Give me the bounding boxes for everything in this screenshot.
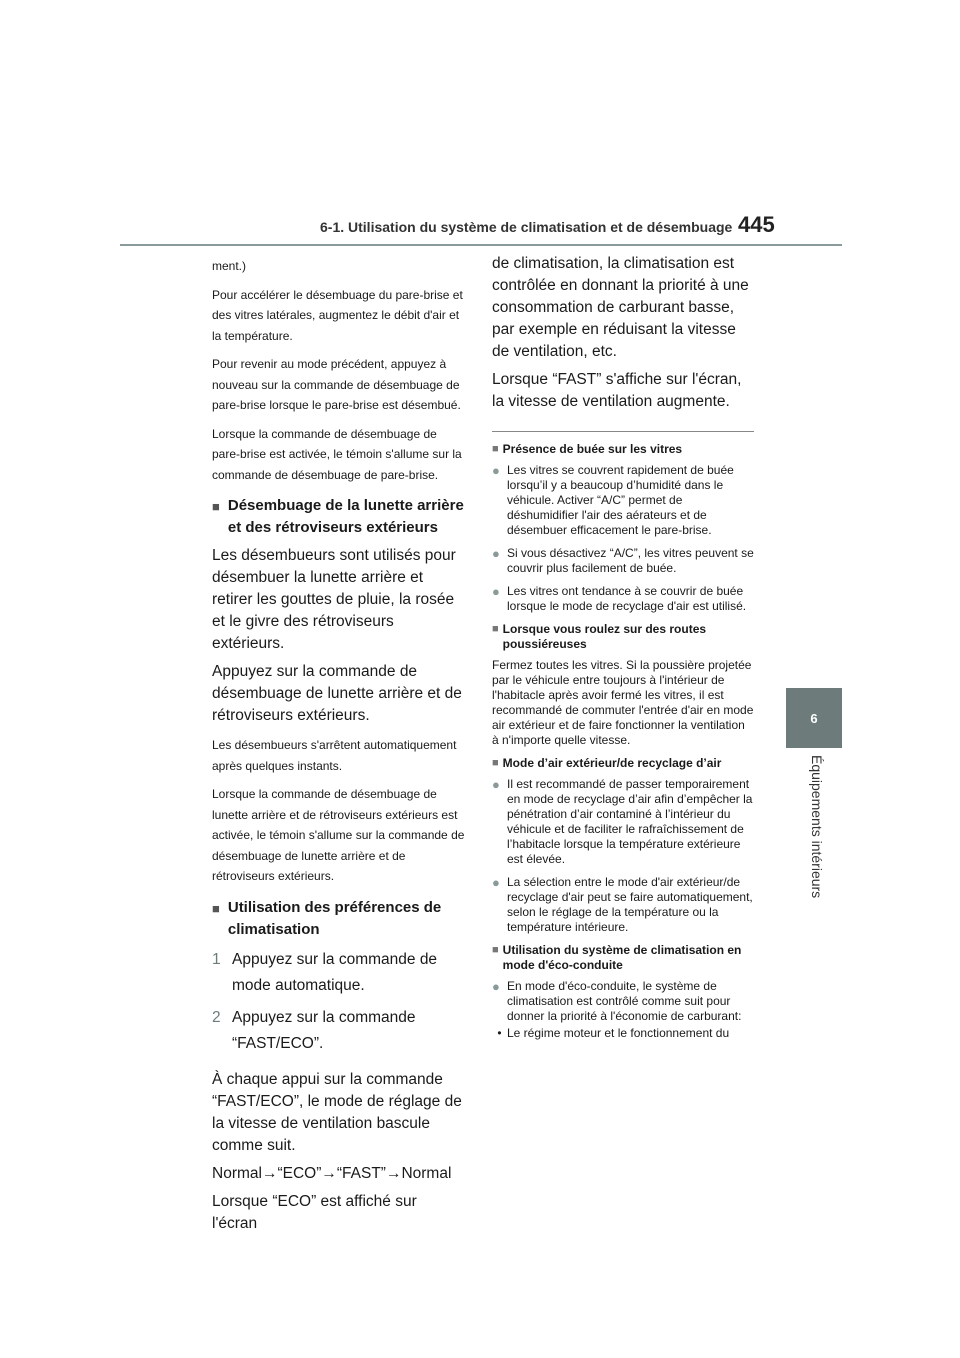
square-bullet-icon: ■ bbox=[492, 757, 499, 769]
section-title: 6-1. Utilisation du système de climatisation et de désembuage bbox=[320, 219, 733, 235]
circle-bullet-icon: ● bbox=[492, 546, 500, 561]
paragraph: Les désembueurs s'arrêtent automatiquement après quelques instants. bbox=[212, 738, 457, 773]
paragraph: ment.) bbox=[212, 259, 247, 273]
note-bullet bbox=[492, 463, 754, 538]
step-number: 2 bbox=[212, 1008, 221, 1026]
step-item bbox=[212, 947, 466, 999]
circle-bullet-icon: ● bbox=[492, 777, 500, 792]
note-sub-bullet bbox=[492, 1026, 754, 1041]
chapter-number: 6 bbox=[810, 710, 818, 726]
subheading bbox=[212, 495, 466, 539]
square-bullet-icon: ■ bbox=[492, 623, 499, 635]
paragraph: Appuyez sur la commande de désembuage de lunette arrière et de rétroviseurs extérieurs. bbox=[212, 663, 462, 724]
right-column bbox=[492, 253, 754, 1041]
circle-bullet-icon: ● bbox=[492, 463, 500, 478]
subheading-text: Utilisation des préférences de climatisation bbox=[227, 898, 442, 938]
small-dot-icon: • bbox=[497, 1026, 502, 1040]
note-heading-text: Présence de buée sur les vitres bbox=[502, 442, 683, 456]
note-bullet bbox=[492, 777, 754, 867]
note-bullet bbox=[492, 875, 754, 935]
paragraph: Les désembueurs sont utilisés pour désembuer la lunette arrière et retirer les gouttes de pluie, la rosée et le givre des rétroviseurs extérieurs. bbox=[212, 547, 456, 652]
square-bullet-icon: ■ bbox=[492, 944, 499, 956]
square-bullet-icon: ■ bbox=[212, 499, 220, 514]
paragraph: Pour revenir au mode précédent, appuyez à nouveau sur la commande de désembuage de pare-brise lorsque le pare-brise est désembué. bbox=[212, 357, 461, 412]
note-text: En mode d'éco-conduite, le système de climatisation est contrôlé comme suit pour donner la priorité à l'économie de carburant: bbox=[507, 979, 742, 1023]
note-heading-text: Mode d’air extérieur/de recyclage d’air bbox=[502, 756, 722, 770]
note-heading bbox=[492, 943, 754, 973]
square-bullet-icon: ■ bbox=[492, 443, 499, 455]
note-bullet bbox=[492, 979, 754, 1024]
step-number: 1 bbox=[212, 950, 221, 968]
note-heading-text: Lorsque vous roulez sur des routes poussiéreuses bbox=[502, 622, 707, 651]
step-text: Appuyez sur la commande de mode automatique. bbox=[232, 950, 438, 994]
notes-divider bbox=[492, 431, 754, 432]
paragraph: À chaque appui sur la commande “FAST/ECO”, le mode de réglage de la vitesse de ventilation bascule comme suit. bbox=[212, 1070, 462, 1154]
note-text: Les vitres ont tendance à se couvrir de buée lorsque le mode de recyclage d'air est utilisé. bbox=[507, 584, 747, 613]
chapter-tab[interactable] bbox=[786, 688, 842, 748]
page-number: 445 bbox=[738, 212, 775, 237]
paragraph: Pour accélérer le désembuage du pare-brise et des vitres latérales, augmentez le débit d'air et la température. bbox=[212, 287, 463, 343]
paragraph: de climatisation, la climatisation est contrôlée en donnant la priorité à une consommation de carburant basse, par exemple en réduisant la vitesse de ventilation, etc. bbox=[492, 255, 749, 360]
subheading-text: Désembuage de la lunette arrière et des rétroviseurs extérieurs bbox=[227, 497, 464, 536]
paragraph: Lorsque la commande de désembuage de lunette arrière et de rétroviseurs extérieurs est activée, le témoin s'allume sur la commande de désembuage de lunette arrière et de rétroviseurs extérieurs. bbox=[212, 787, 465, 883]
note-text: Fermez toutes les vitres. Si la poussière projetée par le véhicule entre toujours à l'intérieur de l'habitacle après avoir fermé les vitres, il est recommandé de commuter l'entrée d'air en mode air extérieur et de faire fonctionner la ventilation à n'importe quelle vitesse. bbox=[492, 658, 754, 747]
header-divider bbox=[120, 244, 842, 246]
square-bullet-icon: ■ bbox=[212, 900, 220, 916]
paragraph: Lorsque “FAST” s'affiche sur l'écran, la vitesse de ventilation augmente. bbox=[492, 371, 742, 410]
chapter-label: Équipements intérieurs bbox=[809, 755, 825, 899]
note-text: Le régime moteur et le fonctionnement du bbox=[507, 1026, 730, 1040]
subheading bbox=[212, 897, 466, 941]
note-text: Si vous désactivez “A/C”, les vitres peuvent se couvrir plus facilement de buée. bbox=[507, 546, 754, 575]
step-text: Appuyez sur la commande “FAST/ECO”. bbox=[232, 1008, 416, 1052]
step-item bbox=[212, 1005, 466, 1057]
circle-bullet-icon: ● bbox=[492, 584, 500, 599]
note-text: Il est recommandé de passer temporairement en mode de recyclage d’air afin d’empêcher la pénétration d’air contaminé à l’intérieur du véhicule et de faciliter le rafraîchissement de l’habitacle lorsque la température extérieure est élevée. bbox=[507, 777, 753, 866]
note-text: Les vitres se couvrent rapidement de buée lorsqu’il y a beaucoup d’humidité dans le véhicule. Activer “A/C” permet de déshumidifier l'air des aérateurs et de désembuer efficacement le pare-brise. bbox=[507, 463, 734, 537]
mode-sequence: Normal→“ECO”→“FAST”→Normal bbox=[212, 1164, 452, 1182]
circle-bullet-icon: ● bbox=[492, 875, 500, 890]
circle-bullet-icon: ● bbox=[492, 979, 500, 994]
note-heading bbox=[492, 756, 754, 771]
left-column bbox=[212, 256, 466, 1241]
note-heading-text: Utilisation du système de climatisation en mode d'éco-conduite bbox=[502, 943, 742, 972]
note-heading bbox=[492, 442, 754, 457]
note-bullet bbox=[492, 546, 754, 576]
note-text: La sélection entre le mode d'air extérieur/de recyclage d'air peut se faire automatiquement, selon le réglage de la température ou la température intérieure. bbox=[507, 875, 753, 934]
paragraph: Lorsque la commande de désembuage de pare-brise est activée, le témoin s'allume sur la commande de désembuage de pare-brise. bbox=[212, 426, 462, 482]
note-heading bbox=[492, 622, 754, 652]
note-bullet bbox=[492, 584, 754, 614]
paragraph: Lorsque “ECO” est affiché sur l'écran bbox=[212, 1192, 417, 1232]
